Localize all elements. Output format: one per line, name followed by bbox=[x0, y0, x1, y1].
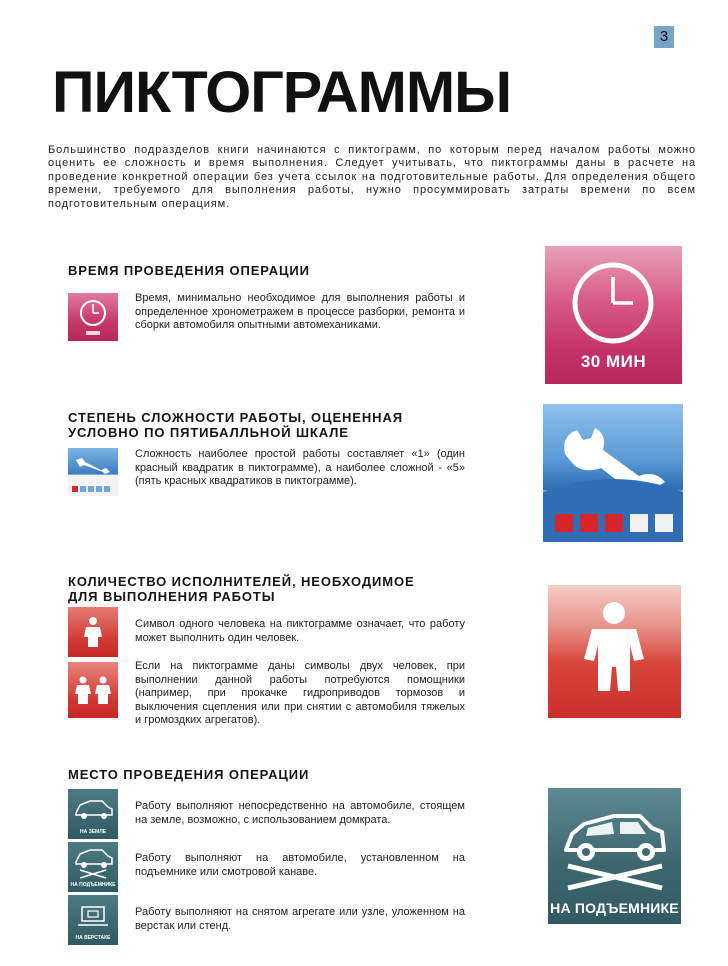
two-persons-icon bbox=[68, 662, 118, 718]
car-lift-large-icon bbox=[548, 788, 681, 898]
place-ground-small-caption: НА ЗЕМЛЕ bbox=[79, 829, 107, 835]
people-two-description: Если на пиктограмме даны символы двух человек, при выполнении данной работы потребуются помощники (например, при прокачке гидроприводов тормозов и выключения сцепления или при снятии с автомобиля тяжелых и громоздких агрегатов). bbox=[135, 660, 465, 726]
car-icon bbox=[68, 789, 118, 829]
intro-paragraph: Большинство подразделов книги начинаются с пиктограмм, по которым перед началом работы можно оценить ее сложность и время выполнения. Следует учитывать, что пиктограммы даны в расчете на проведение конкретной операции без учета ссылок на подготовительные работы. Для определения общего времени, требуемого для выполнения работы, нужно просуммировать затраты времени по всем подготовительным операциям. bbox=[48, 144, 696, 210]
place-bench-small-caption: НА ВЕРСТАКЕ bbox=[75, 935, 111, 941]
car-lift-icon bbox=[68, 842, 118, 882]
page-number: 3 bbox=[654, 26, 674, 48]
people-one-small-icon bbox=[68, 607, 118, 657]
place-bench-small-icon bbox=[68, 895, 118, 945]
time-small-icon bbox=[68, 293, 118, 341]
time-large-caption: 30 МИН bbox=[580, 352, 647, 371]
people-one-description: Символ одного человека на пиктограмме означает, что работу может выполнить один человек. bbox=[135, 618, 465, 644]
people-heading-line2: ДЛЯ ВЫПОЛНЕНИЯ РАБОТЫ bbox=[68, 589, 276, 604]
people-two-small-icon bbox=[68, 662, 118, 718]
workbench-icon bbox=[68, 895, 118, 935]
page-title: ПИКТОГРАММЫ bbox=[52, 60, 512, 125]
place-lift-description: Работу выполняют на автомобиле, установленном на подъемнике или смотровой канаве. bbox=[135, 852, 465, 878]
place-heading: МЕСТО ПРОВЕДЕНИЯ ОПЕРАЦИИ bbox=[68, 767, 310, 782]
time-large-icon bbox=[545, 246, 682, 384]
person-icon bbox=[68, 607, 118, 657]
wrench-large-icon bbox=[543, 404, 683, 542]
place-ground-description: Работу выполняют непосредственно на автомобиле, стоящем на земле, возможно, с использованием домкрата. bbox=[135, 800, 465, 826]
clock-icon bbox=[68, 293, 118, 341]
difficulty-description: Сложность наиболее простой работы составляет «1» (один красный квадратик в пиктограмме), а наиболее сложной - «5» (пять красных квадратиков в пиктограмме). bbox=[135, 448, 465, 487]
wrench-icon bbox=[68, 448, 118, 496]
difficulty-heading-line1: СТЕПЕНЬ СЛОЖНОСТИ РАБОТЫ, ОЦЕНЕННАЯ bbox=[68, 410, 403, 425]
people-heading-line1: КОЛИЧЕСТВО ИСПОЛНИТЕЛЕЙ, НЕОБХОДИМОЕ bbox=[68, 574, 415, 589]
difficulty-large-icon bbox=[543, 404, 683, 542]
place-bench-description: Работу выполняют на снятом агрегате или узле, уложенном на верстак или стенд. bbox=[135, 906, 465, 932]
time-heading: ВРЕМЯ ПРОВЕДЕНИЯ ОПЕРАЦИИ bbox=[68, 263, 310, 278]
person-large-icon bbox=[548, 585, 681, 718]
place-lift-small-caption: НА ПОДЪЕМНИКЕ bbox=[70, 882, 116, 888]
difficulty-heading-line2: УСЛОВНО ПО ПЯТИБАЛЛЬНОЙ ШКАЛЕ bbox=[68, 425, 349, 440]
place-large-caption: НА ПОДЪЕМНИКЕ bbox=[550, 900, 679, 916]
place-ground-small-icon bbox=[68, 789, 118, 839]
people-large-icon bbox=[548, 585, 681, 718]
difficulty-small-icon bbox=[68, 448, 118, 496]
place-large-icon bbox=[548, 788, 681, 924]
time-description: Время, минимально необходимое для выполнения работы и определенное хронометражем в процессе разборки, ремонта и сборки автомобиля опытными автомеханиками. bbox=[135, 292, 465, 331]
place-lift-small-icon bbox=[68, 842, 118, 892]
